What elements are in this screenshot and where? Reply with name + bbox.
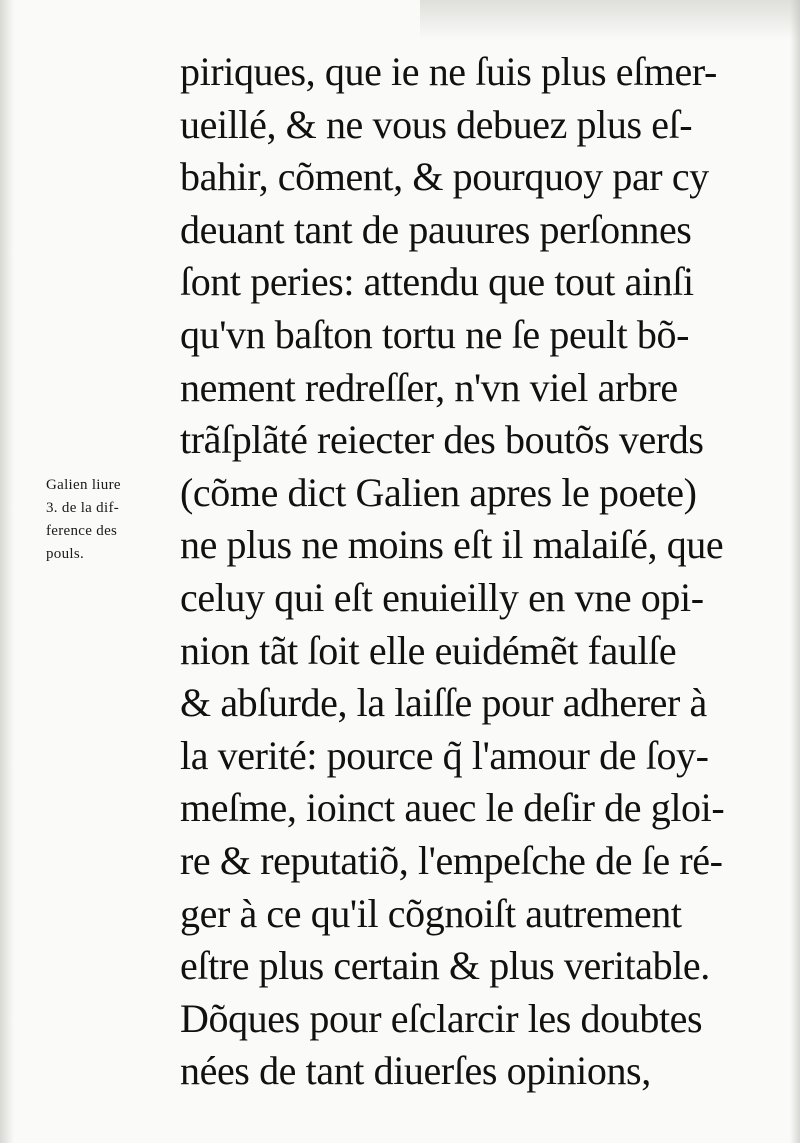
text-line: trãſplãté reiecter des boutõs verds bbox=[180, 417, 704, 463]
text-line: eſtre plus certain & plus veritable. bbox=[180, 943, 710, 989]
text-line: ueillé, & ne vous debuez plus eſ- bbox=[180, 101, 693, 147]
text-line: celuy qui eſt enuieilly en vne opi- bbox=[180, 574, 704, 620]
text-line: la verité: pource q̃ l'amour de ſoy- bbox=[180, 732, 709, 778]
text-line: piriques, que ie ne ſuis plus eſmer- bbox=[180, 49, 717, 94]
text-line: meſme, ioinct auec le deſir de gloi- bbox=[180, 785, 725, 831]
text-line: ne plus ne moins eſt il malaiſé, que bbox=[180, 522, 724, 568]
text-line: re & reputatiõ, l'empeſche de ſe ré- bbox=[180, 837, 723, 883]
text-line: deuant tant de pauures perſonnes bbox=[180, 206, 692, 252]
text-line: qu'vn baſton tortu ne ſe peult bõ- bbox=[180, 311, 690, 357]
marginal-note bbox=[46, 474, 180, 566]
text-line: nement redreſſer, n'vn viel arbre bbox=[180, 364, 678, 410]
marginal-note-line: 3. de la dif- bbox=[46, 500, 120, 516]
text-line: nion tãt ſoit elle euidémẽt faulſe bbox=[180, 627, 677, 673]
text-line: & abſurde, la laiſſe pour adherer à bbox=[180, 680, 707, 726]
page-edge bbox=[790, 0, 800, 1143]
text-line: ger à ce qu'il cõgnoiſt autrement bbox=[180, 890, 682, 936]
text-line: Dõques pour eſclarcir les doubtes bbox=[180, 995, 703, 1041]
text-line: (cõme dict Galien apres le poete) bbox=[180, 469, 697, 515]
marginal-note-line: ference des bbox=[46, 523, 118, 539]
gutter-shadow bbox=[0, 0, 14, 1143]
body-text bbox=[180, 46, 780, 1098]
text-line: nées de tant diuerſes opinions, bbox=[180, 1048, 651, 1094]
marginal-note-line: pouls. bbox=[46, 546, 85, 562]
text-line: ſont peries: attendu que tout ainſi bbox=[180, 259, 694, 305]
page-stain bbox=[420, 0, 800, 40]
text-line: bahir, cõment, & pourquoy par cy bbox=[180, 154, 709, 200]
marginal-note-line: Galien liure bbox=[46, 477, 121, 493]
